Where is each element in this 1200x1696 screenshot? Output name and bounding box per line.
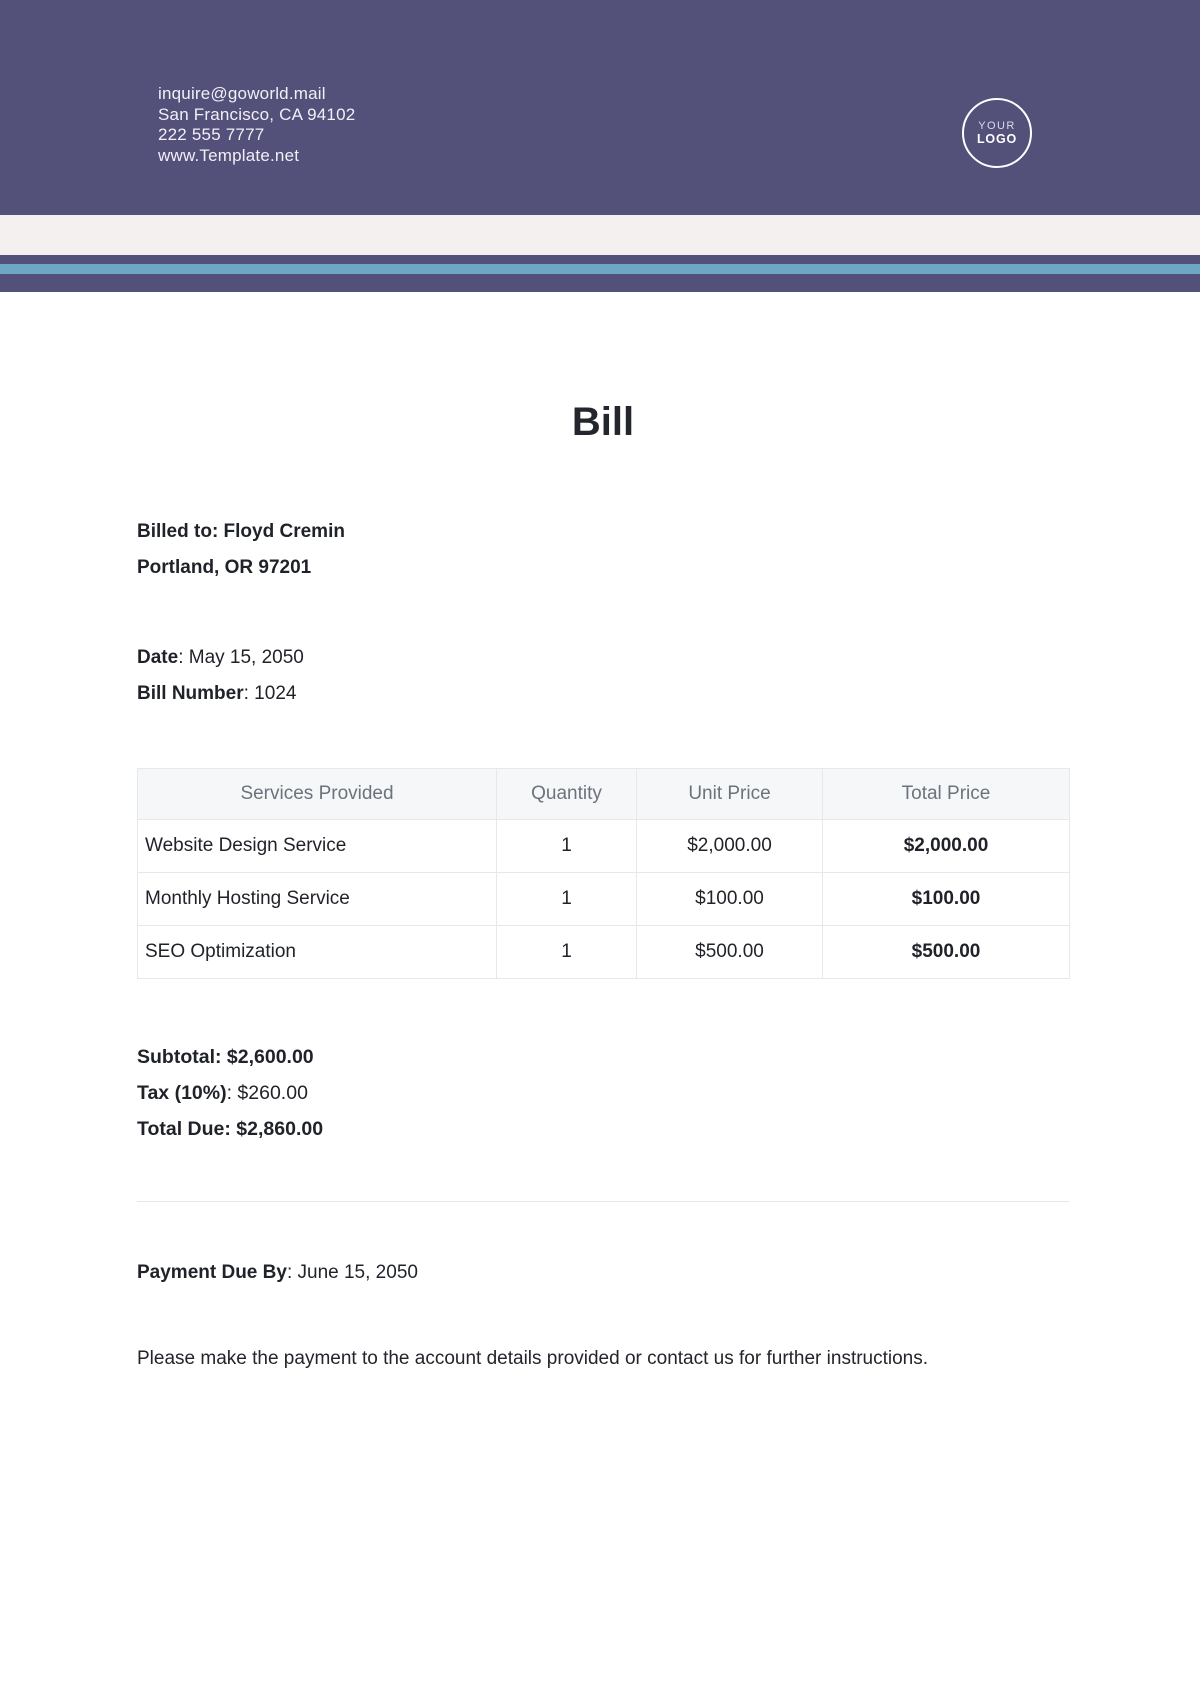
page-header <box>0 0 1200 215</box>
contact-city: San Francisco, CA 94102 <box>158 104 356 124</box>
services-table <box>137 768 1070 979</box>
table-row <box>138 873 1070 926</box>
stripe-cream <box>0 215 1200 255</box>
bill-number-line <box>137 676 1069 712</box>
cell-service: SEO Optimization <box>138 926 497 979</box>
col-header-services: Services Provided <box>138 769 497 820</box>
stripe-blue <box>0 264 1200 274</box>
table-row <box>138 820 1070 873</box>
date-line <box>137 640 1069 676</box>
table-header-row <box>138 769 1070 820</box>
contact-website: www.Template.net <box>158 145 300 165</box>
billed-to-block <box>137 514 1069 586</box>
contact-phone: 222 555 7777 <box>158 125 265 144</box>
bill-meta-block <box>137 640 1069 712</box>
totals-block <box>137 1039 1069 1147</box>
section-divider <box>137 1201 1069 1202</box>
stripe-dark-thin <box>0 255 1200 264</box>
cell-unit-price: $2,000.00 <box>637 820 823 873</box>
logo-text-logo: LOGO <box>976 132 1017 146</box>
bill-number-value: : 1024 <box>243 683 297 704</box>
col-header-quantity: Quantity <box>497 769 637 820</box>
cell-service: Monthly Hosting Service <box>138 873 497 926</box>
stripe-dark <box>0 274 1200 292</box>
total-due-line: Total Due: $2,860.00 <box>137 1118 324 1140</box>
cell-quantity: 1 <box>497 926 637 979</box>
cell-unit-price: $500.00 <box>637 926 823 979</box>
col-header-total-price: Total Price <box>823 769 1070 820</box>
logo-placeholder <box>962 98 1032 168</box>
billed-to-address: Portland, OR 97201 <box>137 557 312 578</box>
cell-total-price: $100.00 <box>823 873 1070 926</box>
cell-unit-price: $100.00 <box>637 873 823 926</box>
cell-total-price: $500.00 <box>823 926 1070 979</box>
subtotal-line: Subtotal: $2,600.00 <box>137 1046 314 1068</box>
payment-due-label: Payment Due By <box>137 1262 287 1283</box>
date-label: Date <box>137 647 179 668</box>
table-row <box>138 926 1070 979</box>
payment-instructions: Please make the payment to the account details provided or contact us for further instructions. <box>137 1348 929 1369</box>
payment-due-line <box>137 1255 1069 1291</box>
billed-to-line: Billed to: Floyd Cremin <box>137 521 345 542</box>
contact-email: inquire@goworld.mail <box>158 84 326 103</box>
cell-quantity: 1 <box>497 873 637 926</box>
bill-number-label: Bill Number <box>137 683 244 704</box>
payment-due-value: : June 15, 2050 <box>286 1262 418 1283</box>
contact-block <box>158 84 355 166</box>
tax-label: Tax (10%) <box>137 1082 227 1104</box>
cell-quantity: 1 <box>497 820 637 873</box>
tax-line <box>137 1075 1069 1111</box>
document-body <box>137 400 1069 1379</box>
col-header-unit-price: Unit Price <box>637 769 823 820</box>
cell-service: Website Design Service <box>138 820 497 873</box>
tax-value: : $260.00 <box>226 1082 308 1104</box>
logo-text-your: YOUR <box>978 120 1016 132</box>
page-title: Bill <box>571 400 635 444</box>
cell-total-price: $2,000.00 <box>823 820 1070 873</box>
date-value: : May 15, 2050 <box>178 647 304 668</box>
